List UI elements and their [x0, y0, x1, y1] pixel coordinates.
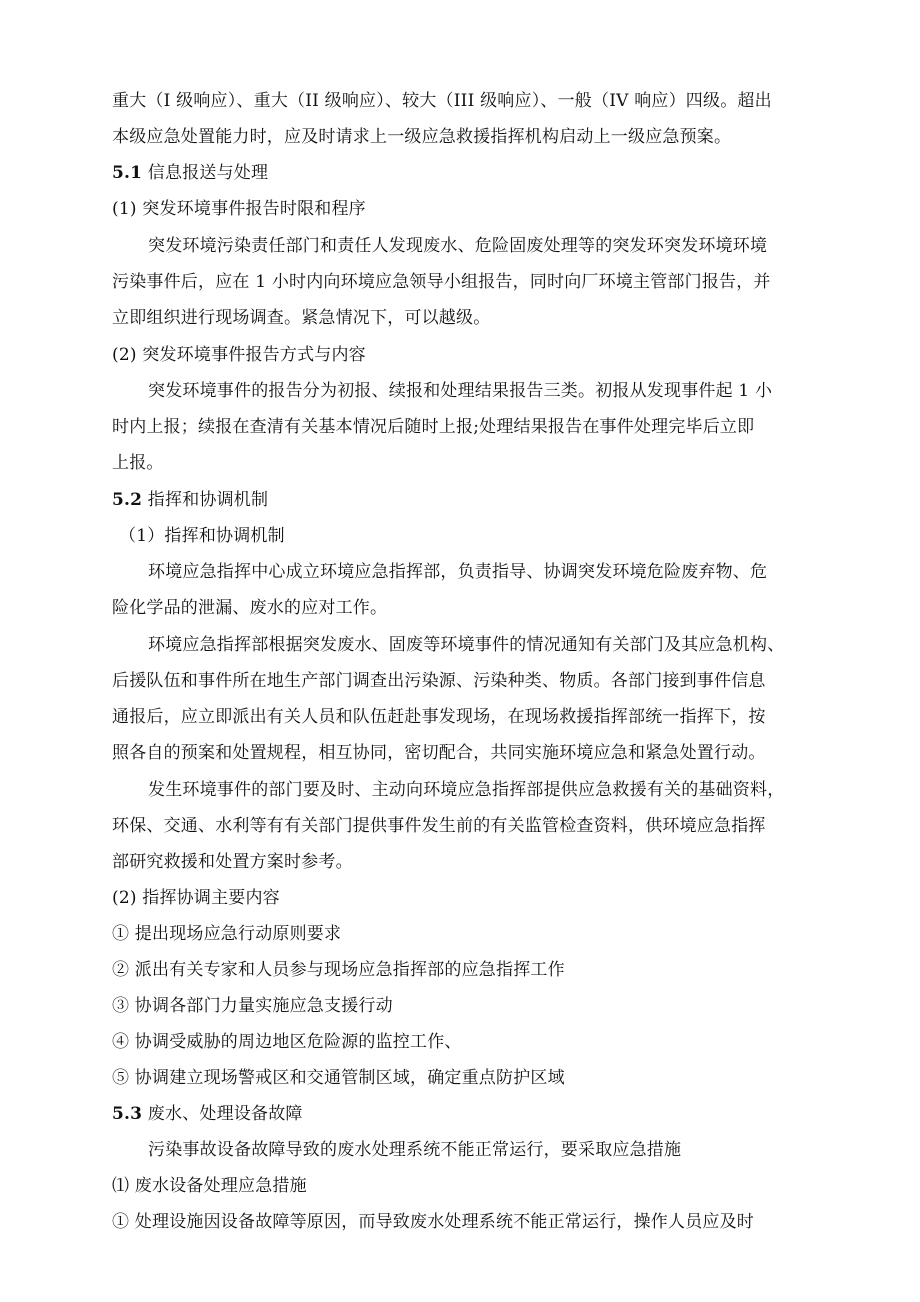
subsection-heading: (1) 突发环境事件报告时限和程序 [112, 199, 366, 219]
section-number: 5.3 [112, 1104, 143, 1124]
text-line: 污染事件后，应在 1 小时内向环境应急领导小组报告，同时向厂环境主管部门报告，并 [112, 272, 771, 292]
text-line: 环境应急指挥部根据突发废水、固废等环境事件的情况通知有关部门及其应急机构、 [148, 635, 785, 655]
subsection-heading: ⑴ 废水设备处理应急措施 [112, 1176, 307, 1196]
text-line: 发生环境事件的部门要及时、主动向环境应急指挥部提供应急救援有关的基础资料， [148, 780, 785, 800]
text-line: 险化学品的泄漏、废水的应对工作。 [112, 598, 388, 618]
section-number: 5.1 [112, 163, 143, 183]
text-line: 照各自的预案和处置规程，相互协同，密切配合，共同实施环境应急和紧急处置行动。 [112, 743, 766, 763]
subsection-heading: (2) 突发环境事件报告方式与内容 [112, 345, 366, 365]
section-title: 信息报送与处理 [147, 163, 269, 183]
list-item: ③ 协调各部门力量实施应急支援行动 [112, 996, 393, 1016]
subsection-heading: （1）指挥和协调机制 [119, 526, 285, 546]
text-line: 本级应急处置能力时，应及时请求上一级应急救援指挥机构启动上一级应急预案。 [112, 127, 732, 147]
section-title: 废水、处理设备故障 [147, 1104, 303, 1124]
text-line: 环境应急指挥中心成立环境应急指挥部，负责指导、协调突发环境危险废弃物、危 [148, 562, 768, 582]
text-line: 通报后，应立即派出有关人员和队伍赶赴事发现场，在现场救援指挥部统一指挥下，按 [112, 707, 766, 727]
text-line: 立即组织进行现场调查。紧急情况下，可以越级。 [112, 308, 491, 328]
section-heading-5-2 [112, 490, 822, 510]
text-line: 时内上报；续报在查清有关基本情况后随时上报;处理结果报告在事件处理完毕后立即 [112, 417, 755, 437]
subsection-heading: (2) 指挥协调主要内容 [112, 888, 280, 908]
section-heading-5-3 [112, 1104, 822, 1124]
text-line: 突发环境事件的报告分为初报、续报和处理结果报告三类。初报从发现事件起 1 小 [148, 381, 773, 401]
text-line: 突发环境污染责任部门和责任人发现废水、危险固废处理等的突发环突发环境环境 [148, 236, 768, 256]
text-line: 环保、交通、水利等有有关部门提供事件发生前的有关监管检查资料，供环境应急指挥 [112, 816, 766, 836]
text-line: 重大（I 级响应）、重大（II 级响应）、较大（III 级响应）、一般（IV 响应）四级。超出 [112, 91, 772, 111]
section-title: 指挥和协调机制 [147, 490, 269, 510]
list-item: ② 派出有关专家和人员参与现场应急指挥部的应急指挥工作 [112, 960, 565, 980]
list-item: ⑤ 协调建立现场警戒区和交通管制区域，确定重点防护区域 [112, 1068, 565, 1088]
list-item: ④ 协调受威胁的周边地区危险源的监控工作、 [112, 1032, 462, 1052]
section-number: 5.2 [112, 490, 143, 510]
section-heading-5-1 [112, 163, 822, 183]
text-line: 上报。 [112, 453, 164, 473]
text-line: 部研究救援和处置方案时参考。 [112, 852, 353, 872]
text-line: 后援队伍和事件所在地生产部门调查出污染源、污染种类、物质。各部门接到事件信息 [112, 671, 766, 691]
list-item: ① 处理设施因设备故障等原因，而导致废水处理系统不能正常运行，操作人员应及时 [112, 1212, 755, 1232]
text-line: 污染事故设备故障导致的废水处理系统不能正常运行，要采取应急措施 [148, 1140, 682, 1160]
list-item: ① 提出现场应急行动原则要求 [112, 924, 342, 944]
